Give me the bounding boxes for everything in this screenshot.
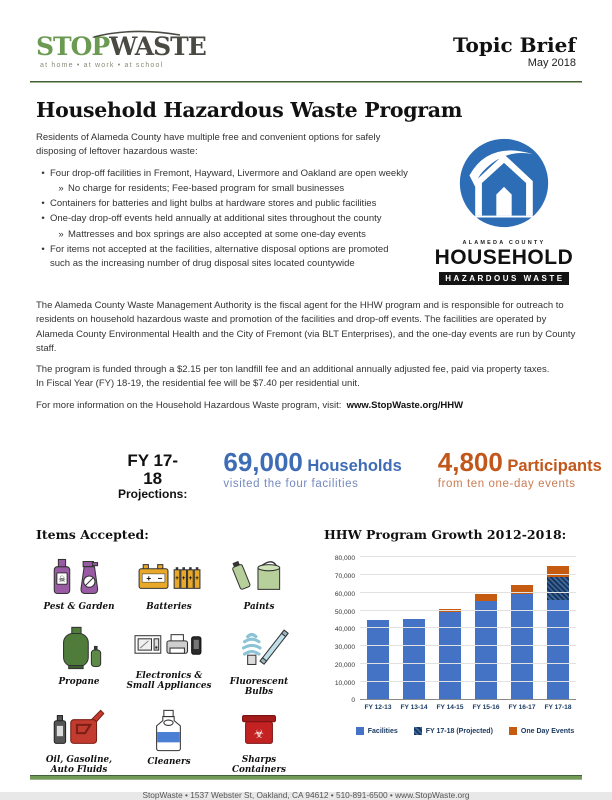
x-tick-label: FY 14-15 [436, 704, 464, 712]
cleaners-icon [136, 707, 202, 755]
hhw-logo-household: HOUSEHOLD [434, 246, 574, 269]
participants-unit: Participants [507, 456, 602, 475]
hhw-logo-hazardous-waste: HAZARDOUS WASTE [439, 272, 568, 285]
item-label: Batteries [146, 602, 192, 613]
y-tick-label: 50,000 [334, 608, 355, 616]
gridline [360, 663, 576, 664]
batteries-icon [136, 554, 202, 600]
body-paragraphs [30, 286, 582, 413]
item-batteries [126, 554, 212, 612]
bullet-text: Mattresses and box springs are also accepted at some one-day events [68, 228, 366, 240]
chart-plot [360, 558, 576, 700]
y-tick-label: 10,000 [334, 679, 355, 687]
x-tick-label: FY 15-16 [472, 704, 500, 712]
stacked-bar [511, 557, 533, 699]
item-fluorescent [216, 623, 302, 697]
households-stat [223, 446, 402, 490]
projections-word: Projections: [118, 487, 188, 502]
legend-swatch-icon [509, 727, 517, 735]
gridline [360, 681, 576, 682]
bullet-marker: » [58, 182, 64, 194]
chart-bars [360, 557, 576, 699]
bullet-text: Containers for batteries and light bulbs at hardware stores and public facilities [50, 198, 377, 210]
item-oil-gasoline [36, 707, 122, 775]
page-title: Household Hazardous Waste Program [36, 98, 463, 122]
svg-text:+: + [181, 575, 186, 583]
more-info-prefix: For more information on the Household Hazardous Waste program, visit: [36, 399, 342, 411]
y-tick-label: 0 [351, 697, 355, 705]
bullet-item [36, 243, 408, 271]
item-sharps [216, 707, 302, 775]
item-label: Pest & Garden [43, 602, 115, 613]
gridline [360, 645, 576, 646]
participants-stat [437, 446, 602, 490]
y-tick-label: 60,000 [334, 590, 355, 598]
chart-section [302, 527, 576, 775]
x-tick-label: FY 17-18 [544, 704, 572, 712]
bullet-marker: • [41, 167, 45, 179]
logo-waste-text: WASTE [109, 32, 206, 61]
projections-fy: FY 17-18 [127, 450, 179, 488]
hhw-program-logo [432, 131, 576, 286]
propane-icon [46, 623, 112, 675]
svg-text:☠: ☠ [58, 575, 66, 585]
item-label: Oil, Gasoline, Auto Fluids [45, 754, 113, 775]
bullet-marker: » [58, 228, 64, 240]
x-tick-label: FY 12-13 [364, 704, 392, 712]
legend-swatch-icon [356, 727, 364, 735]
paints-icon [226, 554, 292, 600]
items-grid [36, 554, 302, 775]
legend-label: FY 17-18 (Projected) [425, 727, 493, 735]
projections-label [118, 452, 187, 502]
gridline [360, 556, 576, 557]
svg-text:−: − [157, 574, 163, 584]
more-info-line [36, 399, 576, 413]
logo-stop-text: STOP [36, 32, 110, 61]
chart-y-axis [324, 555, 360, 705]
bar-segment [439, 612, 461, 700]
svg-text:+: + [195, 575, 199, 583]
logo-tagline: at home • at work • at school [40, 62, 164, 69]
pest-garden-icon [46, 554, 112, 600]
svg-text:☣: ☣ [253, 728, 265, 741]
bullet-item [36, 212, 408, 226]
stopwaste-logo [36, 34, 206, 69]
items-accepted-section [36, 527, 302, 775]
electronics-icon [134, 623, 204, 669]
bar-segment [475, 594, 497, 601]
footer-text: StopWaste • 1537 Webster St, Oakland, CA 94612 • 510-891-6500 • www.StopWaste.org [142, 789, 470, 800]
bullet-text: Four drop-off facilities in Fremont, Hayward, Livermore and Oakland are open weekly [50, 167, 408, 179]
footer [30, 775, 582, 800]
bullet-text: One-day drop-off events held annually at additional sites throughout the county [50, 213, 382, 225]
y-tick-label: 40,000 [334, 626, 355, 634]
paragraph-2 [36, 363, 576, 392]
chart-title: HHW Program Growth 2012-2018: [324, 527, 567, 543]
bullet-marker: • [41, 213, 45, 225]
y-tick-label: 20,000 [334, 661, 355, 669]
bar-segment [547, 600, 569, 699]
legend-item [414, 727, 493, 735]
hhw-logo-county: ALAMEDA COUNTY [462, 240, 546, 246]
header-right [453, 34, 576, 69]
bar-segment [403, 619, 425, 699]
y-tick-label: 30,000 [334, 644, 355, 652]
chart-legend [354, 727, 576, 735]
stacked-bar [367, 557, 389, 699]
bullet-item [36, 197, 408, 211]
participants-caption: from ten one-day events [437, 477, 576, 490]
bullet-marker: • [41, 198, 45, 210]
gridline [360, 627, 576, 628]
bullet-list [36, 167, 408, 271]
stacked-bar [547, 557, 569, 699]
item-paints [216, 554, 302, 612]
header [30, 28, 582, 69]
logo-swoosh-icon [92, 27, 182, 39]
doc-date: May 2018 [527, 57, 576, 69]
bullet-subitem [36, 228, 408, 242]
stacked-bar [403, 557, 425, 699]
y-tick-label: 80,000 [334, 555, 355, 563]
svg-text:+: + [175, 575, 179, 583]
item-label: Propane [58, 676, 100, 687]
legend-item [356, 727, 398, 735]
intro-lead: Residents of Alameda County have multiple free and convenient options for safely disposing of leftover hazardous waste: [36, 132, 381, 158]
households-unit: Households [307, 456, 402, 475]
gridline [360, 574, 576, 575]
item-electronics [126, 623, 212, 697]
hhw-house-icon [456, 135, 552, 231]
item-label: Sharps Containers [232, 754, 286, 775]
item-label: Cleaners [147, 756, 191, 767]
hhw-growth-chart [324, 555, 576, 735]
item-label: Paints [243, 602, 275, 613]
legend-label: Facilities [367, 727, 398, 735]
y-tick-label: 70,000 [334, 573, 355, 581]
bar-segment [547, 566, 569, 577]
bullet-marker: • [41, 243, 45, 255]
bullet-subitem [36, 182, 408, 196]
header-divider [30, 81, 582, 83]
oil-gasoline-icon [46, 707, 112, 753]
intro-section [30, 131, 582, 286]
doc-type-title: Topic Brief [452, 33, 576, 57]
paragraph-2-line1: The program is funded through a $2.15 per ton landfill fee and an additional annually adjusted fee, paid via property taxes. [36, 364, 550, 375]
bar-segment [367, 620, 389, 699]
projections-section [118, 446, 602, 502]
chart-x-axis [360, 704, 576, 711]
bullet-text: No charge for residents; Fee-based program for small businesses [68, 182, 345, 194]
stacked-bar [439, 557, 461, 699]
item-label: Electronics & Small Appliances [126, 670, 212, 691]
sharps-container-icon [226, 707, 292, 753]
svg-text:+: + [146, 574, 152, 584]
households-caption: visited the four facilities [223, 477, 359, 490]
x-tick-label: FY 13-14 [400, 704, 428, 712]
bar-segment [547, 577, 569, 600]
x-tick-label: FY 16-17 [508, 704, 536, 712]
item-label: Fluorescent Bulbs [229, 676, 289, 697]
legend-label: One Day Events [520, 727, 575, 735]
legend-swatch-icon [414, 727, 422, 735]
fluorescent-bulbs-icon [226, 623, 292, 675]
items-accepted-heading: Items Accepted: [36, 527, 149, 543]
paragraph-2-line2: In Fiscal Year (FY) 18-19, the residential fee will be $7.40 per residential unit. [36, 378, 360, 390]
stacked-bar [475, 557, 497, 699]
svg-text:+: + [188, 575, 193, 583]
bottom-section [30, 527, 582, 775]
footer-divider [30, 775, 582, 780]
item-propane [36, 623, 122, 697]
stopwaste-hhw-link[interactable]: www.StopWaste.org/HHW [346, 399, 464, 411]
bar-segment [475, 601, 497, 700]
item-pest-garden [36, 554, 122, 612]
participants-value: 4,800 [437, 446, 503, 477]
gridline [360, 610, 576, 611]
item-cleaners [126, 707, 212, 775]
bullet-text: For items not accepted at the facilities, alternative disposal options are promoted such as the increasing number of drug disposal sites located countywide [50, 243, 389, 269]
gridline [360, 592, 576, 593]
legend-item [509, 727, 574, 735]
paragraph-1: The Alameda County Waste Management Authority is the fiscal agent for the HHW program and is responsible for outreach to residents on household hazardous waste and promotion of the facilities and drop-off events. The facilities are operated by Alameda County Environmental Health and the City of Fremont (via BLT Enterprises), and the one-day events are run by County staff. [36, 300, 576, 354]
households-value: 69,000 [223, 446, 303, 477]
bullet-item [36, 167, 408, 181]
